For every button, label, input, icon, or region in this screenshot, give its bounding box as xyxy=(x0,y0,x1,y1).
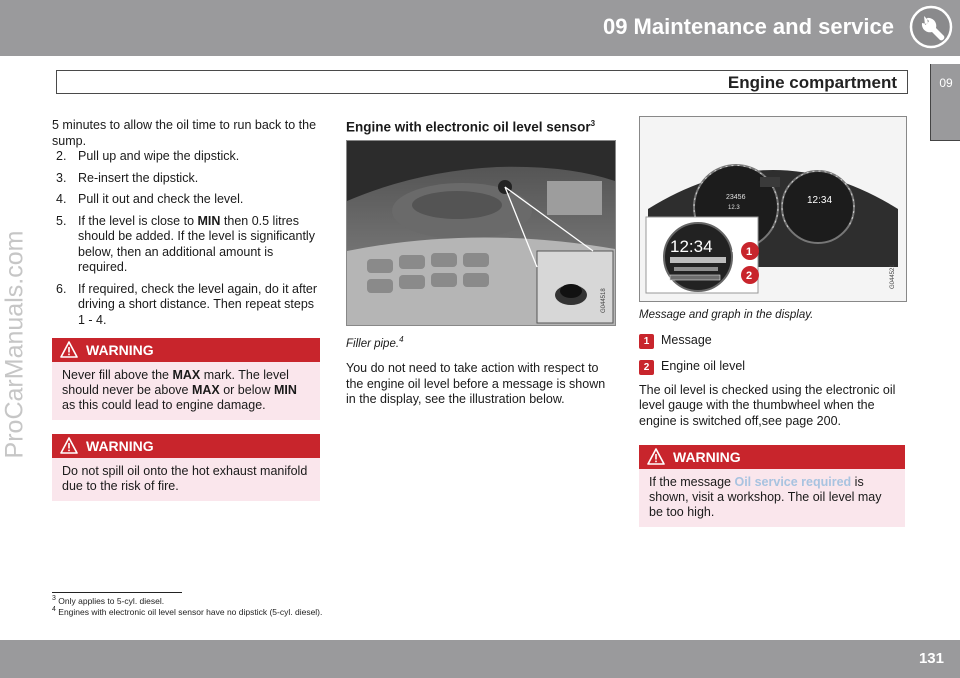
instrument-display-photo xyxy=(639,116,907,302)
warning-text: Never fill above the MAX mark. The level should never be above MAX or below MIN as this could lead to engine damage. xyxy=(62,368,297,412)
warning-header: WARNING xyxy=(639,445,905,469)
warning-text: If the message Oil service required is shown, visit a workshop. The oil level may be too high. xyxy=(649,475,882,519)
footnote-4: $^4$ Engines with electronic oil level sensor have no dipstick (5-cyl. diesel). xyxy=(52,606,323,617)
steps-list xyxy=(52,149,320,328)
body-paragraph: The oil level is checked using the electronic oil level gauge with the thumbwheel when the engine is switched off,see page 200. xyxy=(639,382,896,428)
list-item: 6. If required, check the level again, do it after driving a short distance. Then repeat steps 1 - 4. xyxy=(56,281,318,327)
list-item: 3. Re-insert the dipstick. xyxy=(56,170,199,185)
wrench-icon xyxy=(908,4,954,50)
section-bar xyxy=(56,70,908,94)
odometer: 23456 xyxy=(726,194,746,201)
header-bar xyxy=(0,0,960,56)
instrument-cluster-illustration xyxy=(640,117,906,301)
display-code: G044521 xyxy=(890,264,896,289)
small-clock: 12:34 xyxy=(807,195,833,206)
continuation-text: 5 minutes to allow the oil time to run back to the sump. xyxy=(52,118,317,148)
display-clock: 12:34 xyxy=(670,237,713,256)
warning-box-oil-service xyxy=(639,445,905,527)
warning-triangle-icon xyxy=(60,341,78,358)
section-heading: Engine with electronic oil level sensor$^3$ xyxy=(346,119,596,135)
page-number: 131 xyxy=(918,650,944,667)
callout-badge: 1 xyxy=(639,334,654,349)
callout-label: Engine oil level xyxy=(661,358,746,373)
callout-badge: 2 xyxy=(639,360,654,375)
list-item: 5. If the level is close to MIN then 0.5 litres should be added. If the level is significantly below, then an additional amount is required. xyxy=(56,213,315,274)
column-1 xyxy=(52,118,320,501)
footnote-3: $^3$ Only applies to 5-cyl. diesel. xyxy=(52,595,165,606)
warning-triangle-icon xyxy=(647,448,665,465)
warning-header: WARNING xyxy=(52,338,320,362)
list-item: 4. Pull it out and check the level. xyxy=(56,192,244,206)
trip-meter: 12.3 xyxy=(728,205,740,211)
column-2 xyxy=(346,116,614,408)
warning-header: WARNING xyxy=(52,434,320,458)
body-paragraph: You do not need to take action with respect to the engine oil level before a message is shown in the display, see the illustration below. xyxy=(346,361,606,407)
callout-engine-oil-level xyxy=(639,359,905,377)
list-item: 2. Pull up and wipe the dipstick. xyxy=(56,149,240,163)
footnote-rule xyxy=(52,592,182,593)
warning-triangle-icon xyxy=(60,437,78,454)
chapter-title: 09 Maintenance and service xyxy=(602,14,894,39)
warning-text: Do not spill oil onto the hot exhaust manifold due to the risk of fire. xyxy=(62,464,308,493)
callout-label: Message xyxy=(661,332,712,347)
callout-2-number: 2 xyxy=(746,270,753,282)
footer-bar xyxy=(0,640,960,678)
watermark: ProCarManuals.com xyxy=(0,230,29,459)
callout-message xyxy=(639,333,905,351)
section-title: Engine compartment xyxy=(727,73,897,92)
engine-photo xyxy=(346,140,616,326)
chapter-tab[interactable] xyxy=(930,64,960,141)
warning-box-exhaust xyxy=(52,434,320,501)
engine-compartment-illustration xyxy=(347,141,615,325)
warning-box-max-level xyxy=(52,338,320,420)
column-3 xyxy=(639,116,905,527)
photo-caption: Filler pipe.$^4$ xyxy=(346,335,404,350)
chapter-tab-label: 09 xyxy=(939,76,953,90)
callout-1-number: 1 xyxy=(746,246,753,258)
photo-code: G044518 xyxy=(601,288,607,313)
display-caption: Message and graph in the display. xyxy=(639,309,814,321)
display-message-text: Oil service required xyxy=(734,475,852,489)
